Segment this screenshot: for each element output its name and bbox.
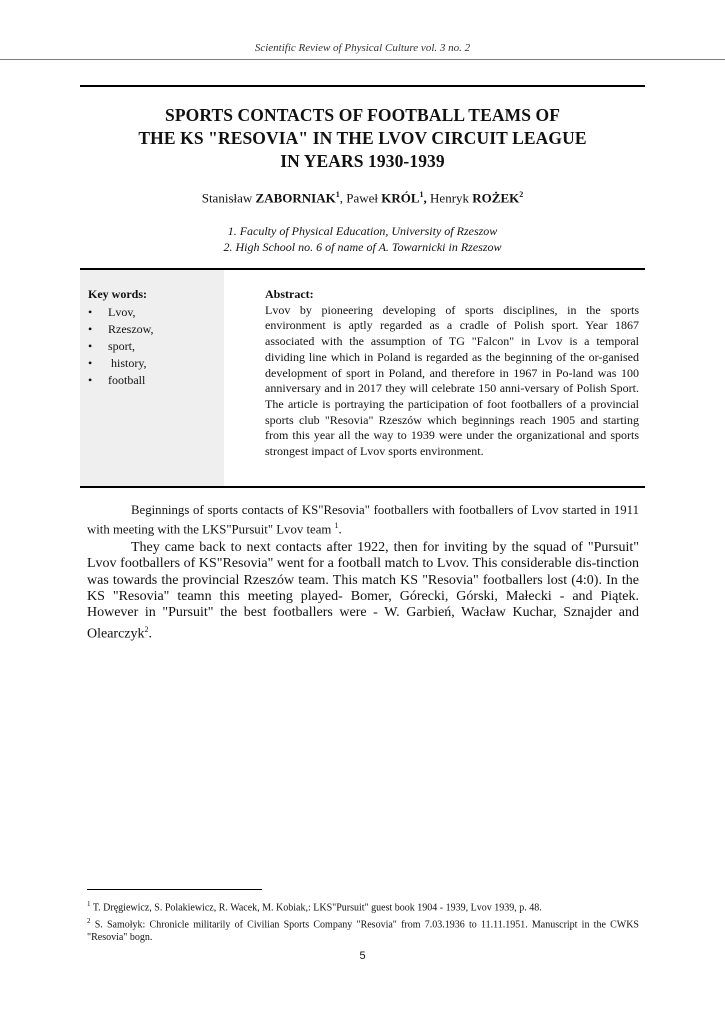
keyword-item: • Lvov,	[88, 304, 154, 321]
keyword-item: • Rzeszow,	[88, 321, 154, 338]
author-list	[80, 190, 645, 206]
header-rule	[0, 59, 725, 60]
paragraph-end: .	[338, 522, 342, 537]
body-paragraph	[87, 502, 639, 538]
paper-title	[80, 104, 645, 173]
title-line-2: THE KS "RESOVIA" IN THE LVOV CIRCUIT LEAGUE	[138, 128, 587, 148]
author-given-name: Stanisław	[201, 190, 253, 206]
footnote-mark: 1	[87, 900, 91, 908]
footnote-text: S. Samołyk: Chronicle militarily of Civilian Sports Company "Resovia" from 7.03.1936 to 11.11.1951. Manuscript in the CWKS "Resovia" bogn.	[87, 919, 639, 943]
footnote-ref[interactable]: 1	[334, 521, 339, 531]
keyword-item: • history,	[88, 355, 154, 372]
keywords-list	[88, 304, 154, 389]
abstract	[265, 287, 639, 460]
keywords-label: Key words:	[88, 287, 147, 301]
author-affiliation-mark: 2	[519, 190, 524, 199]
abstract-label: Abstract:	[265, 287, 314, 301]
footnote-rule	[87, 889, 262, 890]
footnote-mark: 2	[87, 916, 91, 925]
author-separator: ,	[339, 190, 347, 206]
journal-header: Scientific Review of Physical Culture vol. 3 no. 2	[254, 42, 471, 54]
page-number: 5	[359, 950, 366, 962]
author-surname: ZABORNIAK	[255, 190, 336, 206]
keyword-item: • football	[88, 372, 154, 389]
footnote-ref[interactable]: 2	[144, 624, 149, 634]
title-line-1: SPORTS CONTACTS OF FOOTBALL TEAMS OF	[164, 105, 561, 125]
author-affiliation-mark: 1	[335, 190, 340, 199]
affiliations	[80, 223, 645, 255]
footnote-2	[87, 915, 639, 944]
footnotes	[87, 898, 639, 944]
author-given-name: Henryk	[430, 190, 470, 206]
body-paragraph	[87, 540, 639, 643]
author-surname: KRÓL	[381, 190, 420, 206]
author-separator: ,	[423, 190, 431, 206]
paragraph-end: .	[148, 626, 153, 642]
keywords-panel	[80, 270, 224, 486]
title-rule	[80, 85, 645, 87]
affiliation-1: 1. Faculty of Physical Education, University of Rzeszow	[227, 224, 498, 238]
title-line-3: IN YEARS 1930-1939	[280, 151, 445, 171]
paragraph-text: Beginnings of sports contacts of KS"Resovia" footballers with footballers of Lvov started in 1911 with meeting with the LKS"Pursuit" Lvov team	[87, 503, 639, 537]
author-affiliation-mark: 1	[419, 190, 424, 199]
abstract-rule-bottom	[80, 486, 645, 488]
affiliation-2: 2. High School no. 6 of name of A. Towarnicki in Rzeszow	[223, 240, 502, 254]
body-text	[87, 502, 639, 645]
paragraph-text: They came back to next contacts after 1922, then for inviting by the squad of "Pursuit" Lvov footballers of KS"Resovia" went for a football match to Lvov. This considerable dis-tinction was towards the provincial Rzeszów team. This match KS "Resovia" footballers lost (4:0). In the KS "Resovia" teamn this meeting played- Bomer, Górecki, Górski, Małecki - and Piątek. However in "Pursuit" the best footballers were - W. Garbień, Wacław Kuchar, Sznajder and Olearczyk	[87, 539, 639, 642]
abstract-text: Lvov by pioneering developing of sports disciplines, in the sports environment is aptly regarded as a cradle of Polish sport. Year 1867 associated with the assumption of TG "Falcon" in Lvov is a temporal dividing line which in Poland is regarded as the beginning of the or-ganised development of sport in Poland, and therefore in 1967 in Po-land was 100 anniversary and in 2017 they will celebrate 150 anni-versary of Polish Sport. The article is portraying the participation of foot footballers of a provincial sports club "Resovia" Rzeszów which beginnings reach 1905 and starting from this year all the way to 1939 were under the organizational and sports strongest impact of Lvov sports environment.	[265, 302, 639, 459]
footnote-1	[87, 898, 639, 915]
author-surname: ROŻEK	[472, 190, 520, 206]
footnote-text: T. Dręgiewicz, S. Polakiewicz, R. Wacek, M. Kobiak,: LKS"Pursuit" guest book 1904 - 1939, Lvov 1939, p. 48.	[90, 902, 542, 914]
author-given-name: Paweł	[346, 190, 378, 206]
keyword-item: • sport,	[88, 338, 154, 355]
